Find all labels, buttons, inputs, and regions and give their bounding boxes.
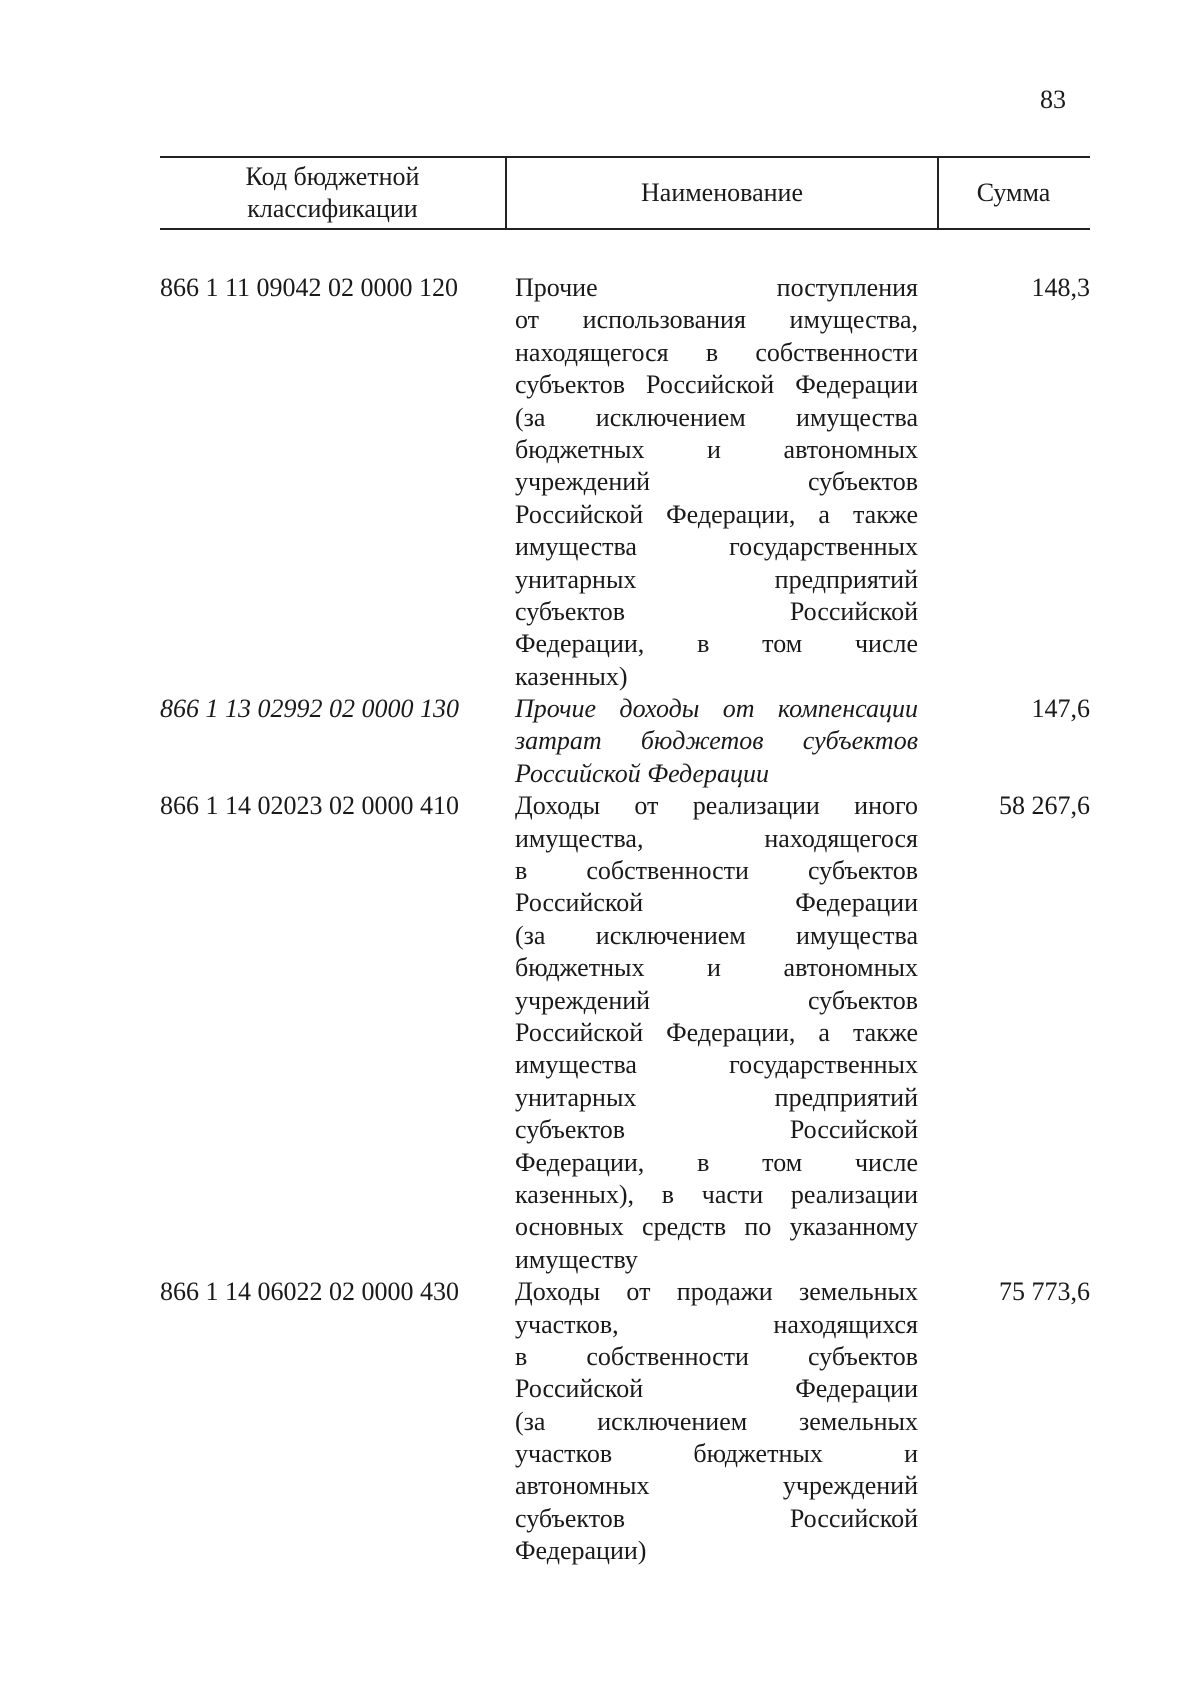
table-row <box>160 1276 1090 1568</box>
description-line: в собственности субъектов <box>515 856 918 886</box>
description-line: казенных) <box>515 661 628 691</box>
description-line: имущества государственных <box>515 532 918 562</box>
row-description <box>515 272 918 693</box>
header-code: Код бюджетной классификации <box>245 162 420 223</box>
description-line: Федерации, в том числе <box>515 1147 918 1177</box>
row-description <box>515 790 918 1276</box>
description-line: Доходы от продажи земельных <box>515 1277 918 1307</box>
description-line: унитарных предприятий <box>515 564 918 594</box>
description-line: субъектов Российской <box>515 1115 918 1145</box>
description-line: (за исключением имущества <box>515 920 918 950</box>
table-row <box>160 272 1090 693</box>
description-line: имущества, находящегося <box>515 823 918 853</box>
row-sum: 147,6 <box>1031 694 1090 724</box>
table-header <box>160 156 1090 230</box>
description-line: учреждений субъектов <box>515 467 918 497</box>
description-line: учреждений субъектов <box>515 985 918 1015</box>
description-line: автономных учреждений <box>515 1471 918 1501</box>
description-line: Российской Федерации <box>515 1374 918 1404</box>
description-line: унитарных предприятий <box>515 1082 918 1112</box>
row-sum: 148,3 <box>1031 273 1090 302</box>
description-line: затрат бюджетов субъектов <box>515 726 918 756</box>
description-line: имуществу <box>515 1244 638 1274</box>
description-line: бюджетных и автономных <box>515 953 918 983</box>
description-line: (за исключением земельных <box>515 1406 918 1436</box>
description-line: Прочие доходы от компенсации <box>515 694 918 724</box>
header-name: Наименование <box>505 158 939 228</box>
header-sum: Сумма <box>976 178 1051 207</box>
description-line: Федерации) <box>515 1536 647 1566</box>
row-description <box>515 693 918 790</box>
description-line: Федерации, в том числе <box>515 629 918 659</box>
row-code: 866 1 11 09042 02 0000 120 <box>160 273 459 302</box>
description-line: в собственности субъектов <box>515 1341 918 1371</box>
row-description <box>515 1276 918 1568</box>
table-row <box>160 693 1090 790</box>
description-line: Прочие поступления <box>515 273 918 302</box>
description-line: участков, находящихся <box>515 1309 918 1339</box>
description-line: имущества государственных <box>515 1050 918 1080</box>
description-line: Российской Федерации <box>515 888 918 918</box>
description-line: находящегося в собственности <box>515 337 918 367</box>
page-number: 83 <box>1040 85 1066 114</box>
row-sum: 75 773,6 <box>999 1277 1090 1307</box>
description-line: субъектов Российской <box>515 1503 918 1533</box>
description-line: субъектов Российской Федерации <box>515 370 918 400</box>
row-code: 866 1 14 06022 02 0000 430 <box>160 1277 459 1307</box>
description-line: основных средств по указанному <box>515 1212 918 1242</box>
table-body <box>160 272 1090 1568</box>
description-line: Доходы от реализации иного <box>515 791 918 821</box>
description-line: Российской Федерации, а также <box>515 499 918 529</box>
description-line: Российской Федерации, а также <box>515 1017 918 1047</box>
description-line: (за исключением имущества <box>515 402 918 432</box>
description-line: бюджетных и автономных <box>515 434 918 464</box>
description-line: Российской Федерации <box>515 758 770 788</box>
description-line: от использования имущества, <box>515 305 918 335</box>
row-code: 866 1 14 02023 02 0000 410 <box>160 791 459 821</box>
row-code: 866 1 13 02992 02 0000 130 <box>160 694 459 724</box>
description-line: субъектов Российской <box>515 596 918 626</box>
description-line: участков бюджетных и <box>515 1439 918 1469</box>
table-row <box>160 790 1090 1276</box>
row-sum: 58 267,6 <box>999 791 1090 821</box>
description-line: казенных), в части реализации <box>515 1179 918 1209</box>
